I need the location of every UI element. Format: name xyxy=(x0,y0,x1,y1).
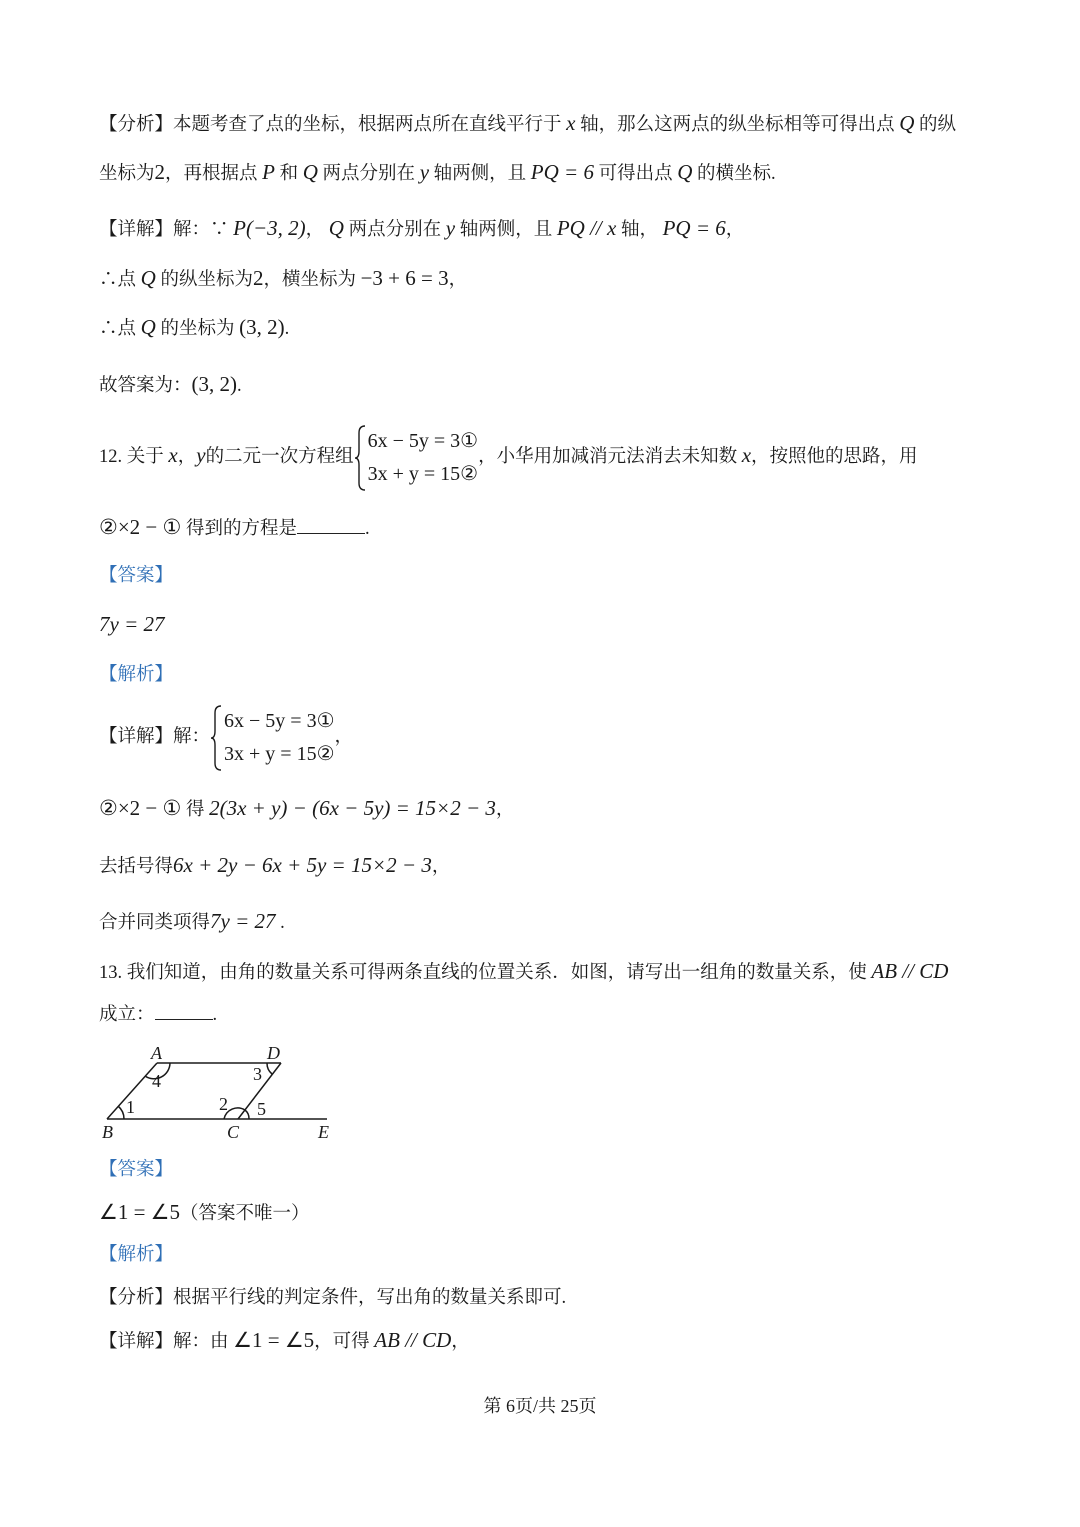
q13-answer-tag: 【答案】 xyxy=(99,1160,174,1180)
left-brace-icon xyxy=(210,705,222,771)
question-number: 12. xyxy=(99,447,123,467)
q12-stem-line-2: ②×2 − ① 得到的方程是 . xyxy=(99,515,370,539)
label-c: C xyxy=(227,1122,240,1142)
q13-analysis-tag: 【解析】 xyxy=(99,1245,174,1265)
q12-step-2: 去括号得6x + 2y − 6x + 5y = 15×2 − 3， xyxy=(99,853,451,877)
q13-detail: 【详解】解：由 ∠1 = ∠5，可得 AB // CD， xyxy=(99,1328,470,1352)
equation-2: 3x + y = 15② xyxy=(367,462,479,485)
q11-step-2: ∴点 Q 的坐标为 (3, 2). xyxy=(99,315,290,339)
label-b: B xyxy=(102,1122,113,1142)
equation-system xyxy=(210,705,335,771)
angle-arc-3 xyxy=(267,1063,272,1074)
q11-analysis-line-2: 坐标为2，再根据点 P 和 Q 两点分别在 y 轴两侧，且 PQ = 6 可得出点 Q 的横坐标. xyxy=(99,160,776,184)
equation-system xyxy=(354,425,479,491)
angle-label-2: 2 xyxy=(219,1094,228,1114)
q13-stem-line-2: 成立： . xyxy=(99,1001,217,1028)
label-a: A xyxy=(151,1043,162,1063)
left-brace-icon xyxy=(354,425,366,491)
analysis-tag: 【分析】 xyxy=(99,1288,174,1308)
q12-answer: 7y = 27 xyxy=(99,612,165,636)
equation-1: 6x − 5y = 3① xyxy=(224,709,335,732)
angle-label-1: 1 xyxy=(126,1097,135,1117)
angle-arc-5 xyxy=(245,1110,249,1119)
equation-1: 6x − 5y = 3① xyxy=(367,429,479,452)
q12-step-1: ②×2 − ① 得 2(3x + y) − (6x − 5y) = 15×2 − 3， xyxy=(99,796,515,820)
question-number: 13. xyxy=(99,963,123,983)
q11-detail-line: 【详解】解：∵ P(−3, 2)， Q 两点分别在 y 轴两侧，且 PQ // x 轴， PQ = 6， xyxy=(99,216,745,240)
q12-detail-line: 【详解】解： 6x − 5y = 3① 3x + y = 15② ， xyxy=(99,702,353,772)
q12-answer-tag: 【答案】 xyxy=(99,566,174,586)
q11-analysis-line-1: 【分析】本题考查了点的坐标，根据两点所在直线平行于 x 轴，那么这两点的纵坐标相等可得出点 Q 的纵 xyxy=(99,111,957,135)
page-number: 第 6页/共 25页 xyxy=(483,1396,597,1416)
q12-analysis-tag: 【解析】 xyxy=(99,665,174,685)
q13-analysis: 【分析】根据平行线的判定条件，写出角的数量关系即可. xyxy=(99,1288,567,1308)
parallelogram-figure xyxy=(95,1040,340,1145)
answer-blank xyxy=(297,515,365,534)
detail-tag: 【详解】 xyxy=(99,220,174,240)
angle-label-4: 4 xyxy=(152,1071,161,1091)
label-e: E xyxy=(318,1122,329,1142)
q13-answer: ∠1 = ∠5（答案不唯一） xyxy=(99,1200,310,1224)
answer-blank xyxy=(155,1001,213,1020)
detail-tag: 【详解】 xyxy=(99,727,174,747)
q12-stem-line-1: 12. 关于 x，y的二元一次方程组 6x − 5y = 3① 3x + y = 15② ，小华用加减消元法消去未知数 x，按照他的思路，用 xyxy=(99,420,918,492)
q13-stem-line-1: 13. 我们知道，由角的数量关系可得两条直线的位置关系．如图，请写出一组角的数量关系，使 AB // CD xyxy=(99,959,949,983)
analysis-tag: 【分析】 xyxy=(99,115,174,135)
q12-step-3: 合并同类项得7y = 27 . xyxy=(99,909,285,933)
q11-answer: 故答案为：(3, 2). xyxy=(99,372,242,396)
angle-arc-1 xyxy=(118,1106,124,1119)
equation-2: 3x + y = 15② xyxy=(224,742,335,765)
q11-step-1: ∴点 Q 的纵坐标为2，横坐标为 −3 + 6 = 3， xyxy=(99,266,468,290)
label-d: D xyxy=(267,1043,280,1063)
angle-label-3: 3 xyxy=(253,1064,262,1084)
detail-tag: 【详解】 xyxy=(99,1332,174,1352)
angle-label-5: 5 xyxy=(257,1099,266,1119)
